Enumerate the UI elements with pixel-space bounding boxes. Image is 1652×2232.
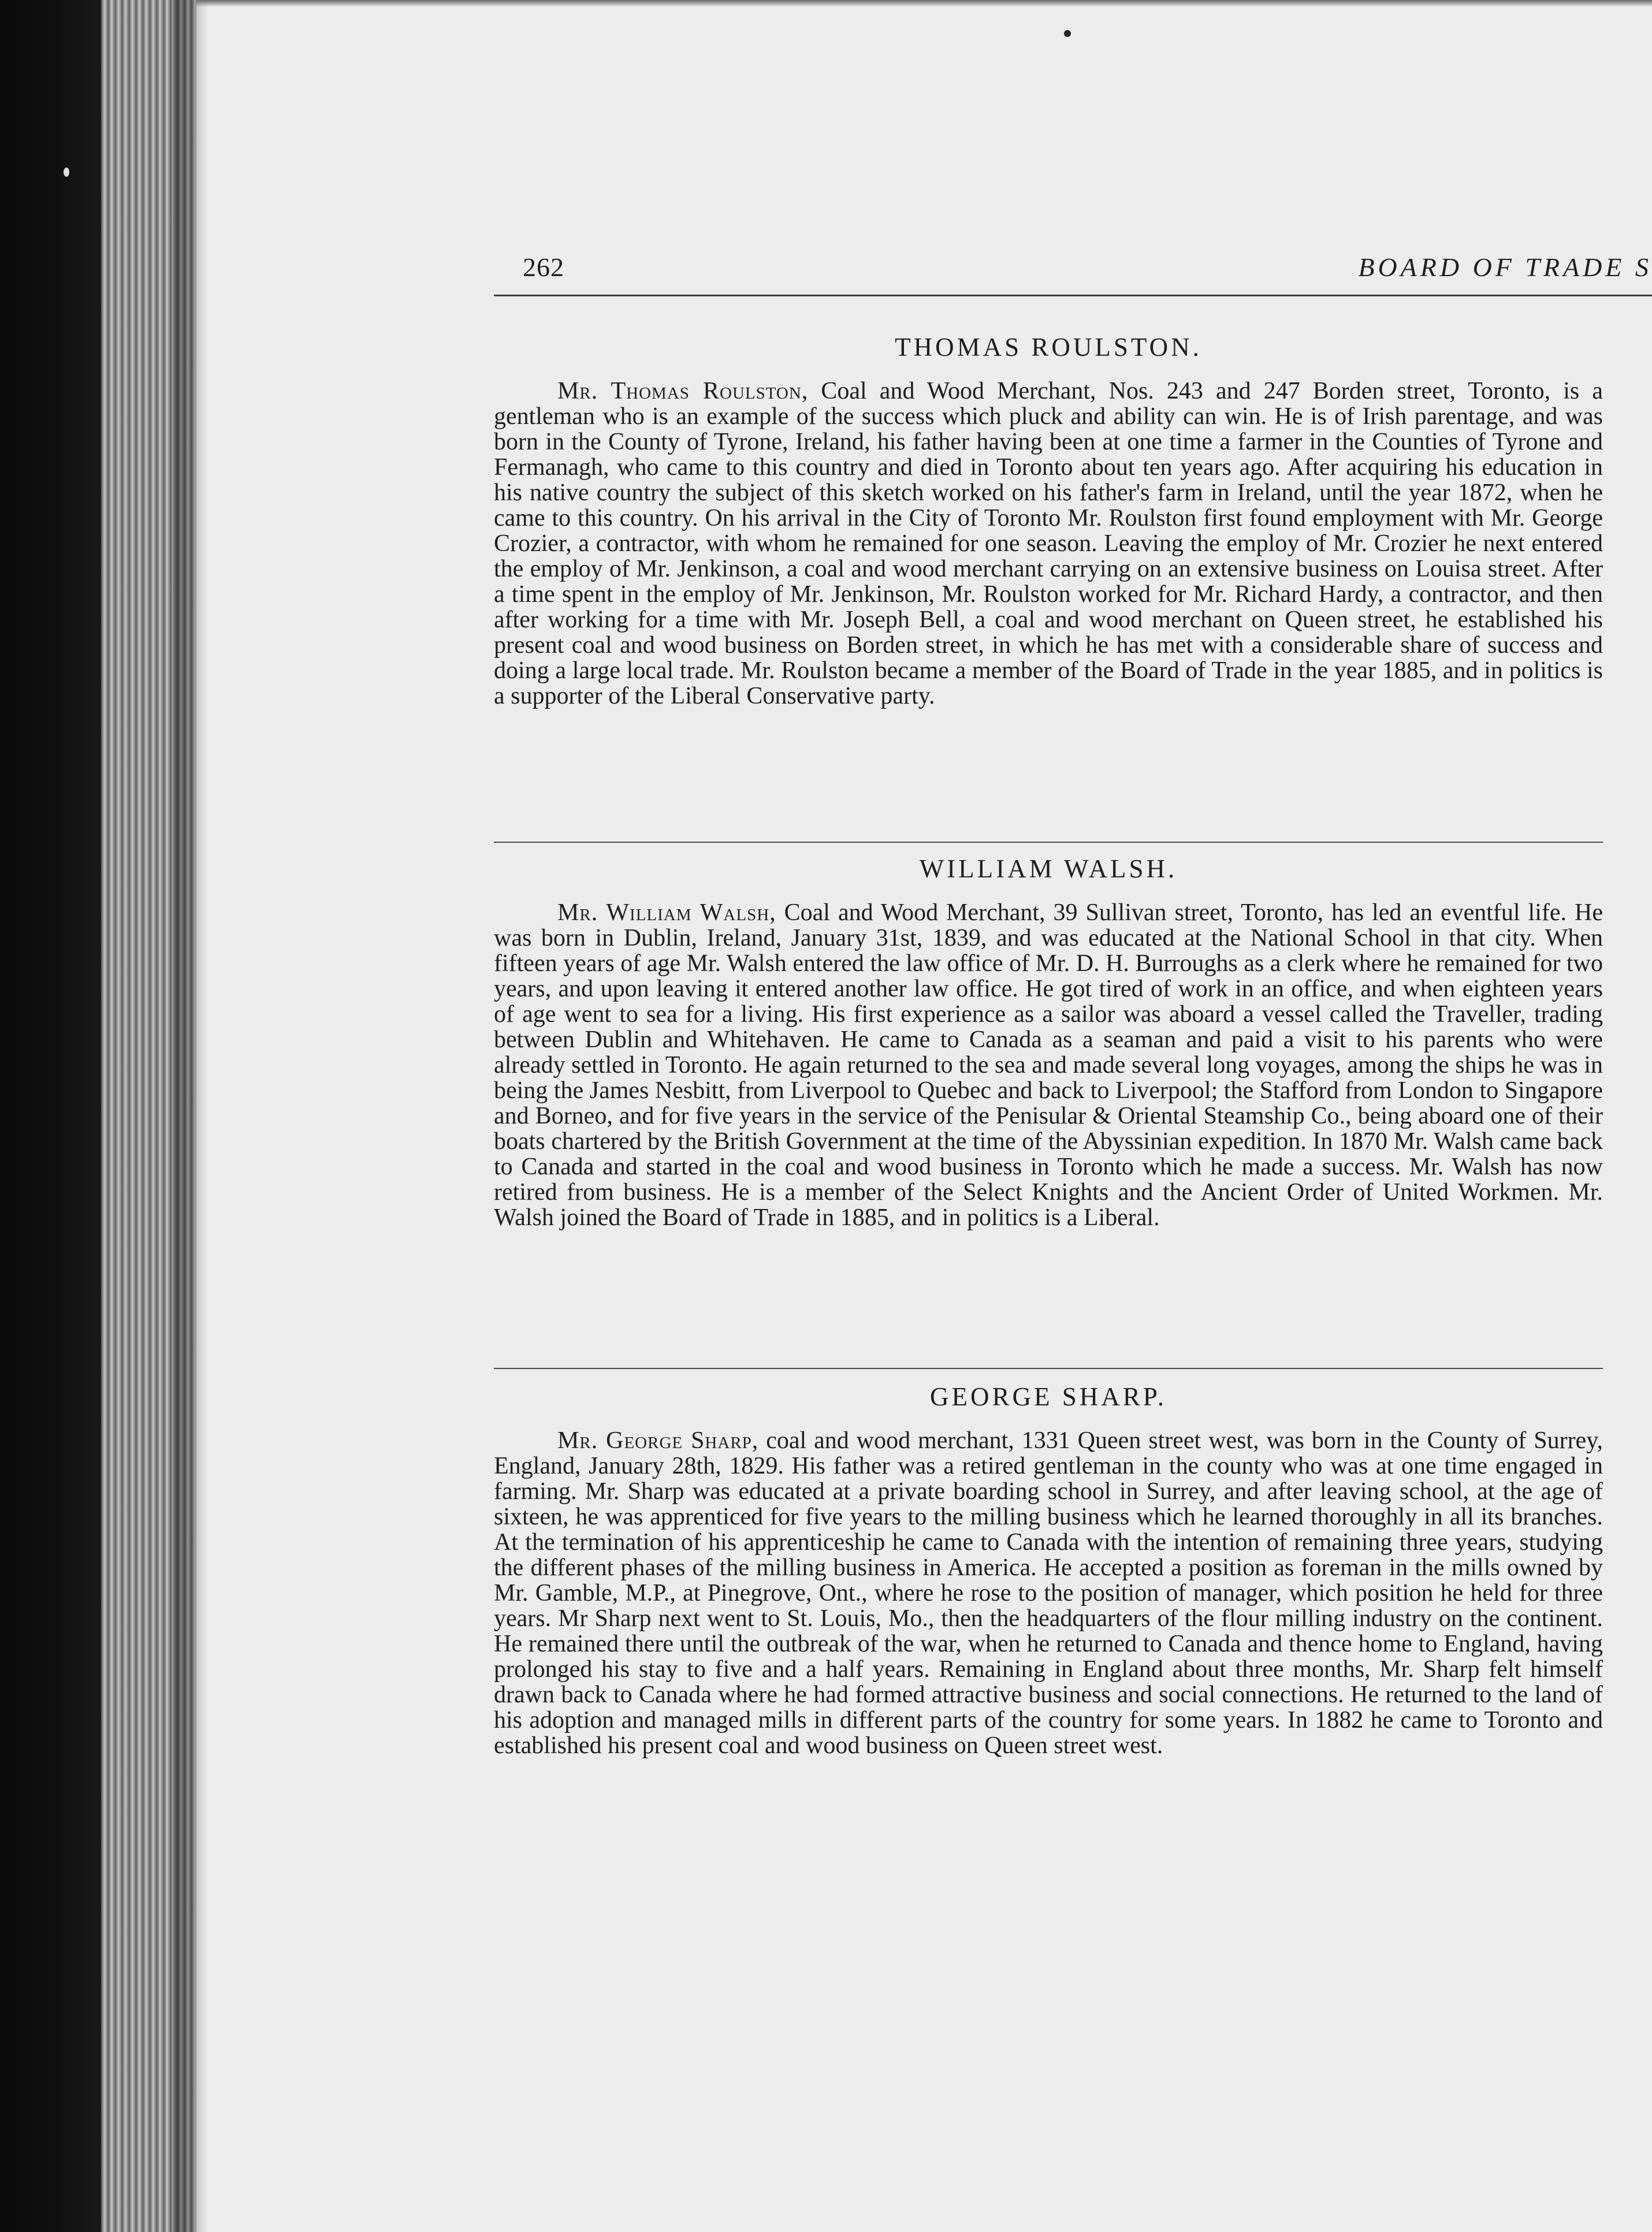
ink-speck bbox=[1064, 30, 1071, 37]
header-rule bbox=[494, 295, 1652, 296]
entry-divider bbox=[494, 1368, 1603, 1369]
scan-mark bbox=[64, 168, 69, 177]
entry-lead: Mr. Thomas Roulston, bbox=[557, 378, 809, 404]
entry-text: Coal and Wood Merchant, 39 Sullivan street, Toronto, has led an eventful life. He was born in Dublin, Ireland, January 31st, 1839, and was educated at the National School in that city. When fifteen years of age Mr. Walsh entered the law office of Mr. D. H. Burroughs as a clerk where he remained for two years, and upon leaving it entered another law office. He got tired of work in an office, and when eighteen years of age went to sea for a living. His first experience as a sailor was aboard a vessel called the Traveller, trading between Dublin and Whitehaven. He came to Canada as a seaman and paid a visit to his parents who were already settled in Toronto. He again returned to the sea and made several long voyages, among the ships he was in being the James Nesbitt, from Liverpool to Quebec and back to Liverpool; the Stafford from London to Singapore and Borneo, and for five years in the service of the Penisular & Oriental Steamship Co., being aboard one of their boats chartered by the British Government at the time of the Abyssinian expedition. In 1870 Mr. Walsh came back to Canada and started in the coal and wood business in Toronto which he made a success. Mr. Walsh has now retired from business. He is a member of the Select Knights and the Ancient Order of United Workmen. Mr. Walsh joined the Board of Trade in 1885, and in politics is a Liberal. bbox=[494, 899, 1603, 1231]
gutter-shadow bbox=[173, 0, 208, 2232]
page-top-edge bbox=[196, 0, 1652, 7]
entry-heading: THOMAS ROULSTON. bbox=[895, 333, 1202, 362]
running-title: BOARD OF TRADE S bbox=[1358, 252, 1652, 282]
entry-divider bbox=[494, 842, 1603, 843]
entry-lead: Mr. George Sharp, bbox=[557, 1427, 759, 1454]
scan-background bbox=[0, 0, 101, 2232]
entry-body bbox=[494, 900, 1603, 1230]
entry-text: Coal and Wood Merchant, Nos. 243 and 247 Borden street, Toronto, is a gentleman who is an example of the success which pluck and ability can win. He is of Irish parentage, and was born in the County of Tyrone, Ireland, his father having been at one time a farmer in the Counties of Tyrone and Fermanagh, who came to this country and died in Toronto about ten years ago. After acquiring his education in his native country the subject of this sketch worked on his father's farm in Ireland, until the year 1872, when he came to this country. On his arrival in the City of Toronto Mr. Roulston first found employment with Mr. George Crozier, a contractor, with whom he remained for one season. Leaving the employ of Mr. Crozier he next entered the employ of Mr. Jenkinson, a coal and wood merchant carrying on an extensive business on Louisa street. After a time spent in the employ of Mr. Jenkinson, Mr. Roulston worked for Mr. Richard Hardy, a contractor, and then after working for a time with Mr. Joseph Bell, a coal and wood merchant on Queen street, he established his present coal and wood business on Borden street, in which he has met with a considerable share of success and doing a large local trade. Mr. Roulston became a member of the Board of Trade in the year 1885, and in politics is a supporter of the Liberal Conservative party. bbox=[494, 378, 1603, 709]
entry-heading: WILLIAM WALSH. bbox=[919, 854, 1178, 883]
entry-heading: GEORGE SHARP. bbox=[929, 1382, 1167, 1411]
entry-text: coal and wood merchant, 1331 Queen street west, was born in the County of Surrey, England, January 28th, 1829. His father was a retired gentleman in the county who was at one time engaged in farming. Mr. Sharp was educated at a private boarding school in Surrey, and after leaving school, at the age of sixteen, he was apprenticed for five years to the milling business which he learned thoroughly in all its branches. At the termination of his apprenticeship he came to Canada with the intention of remaining three years, studying the different phases of the milling business in America. He accepted a position as foreman in the mills owned by Mr. Gamble, M.P., at Pinegrove, Ont., where he rose to the position of manager, which position he held for three years. Mr Sharp next went to St. Louis, Mo., then the headquarters of the flour milling industry on the continent. He remained there until the outbreak of the war, when he returned to Canada and thence home to England, having prolonged his stay to five and a half years. Remaining in England about three months, Mr. Sharp felt himself drawn back to Canada where he had formed attractive business and social connections. He returned to the land of his adoption and managed mills in different parts of the country for some years. In 1882 he came to Toronto and established his present coal and wood business on Queen street west. bbox=[494, 1427, 1603, 1759]
entry-body bbox=[494, 378, 1603, 709]
entry-body bbox=[494, 1428, 1603, 1758]
entry-lead: Mr. William Walsh, bbox=[557, 899, 776, 926]
page-number: 262 bbox=[523, 252, 564, 282]
running-head bbox=[523, 252, 1652, 292]
